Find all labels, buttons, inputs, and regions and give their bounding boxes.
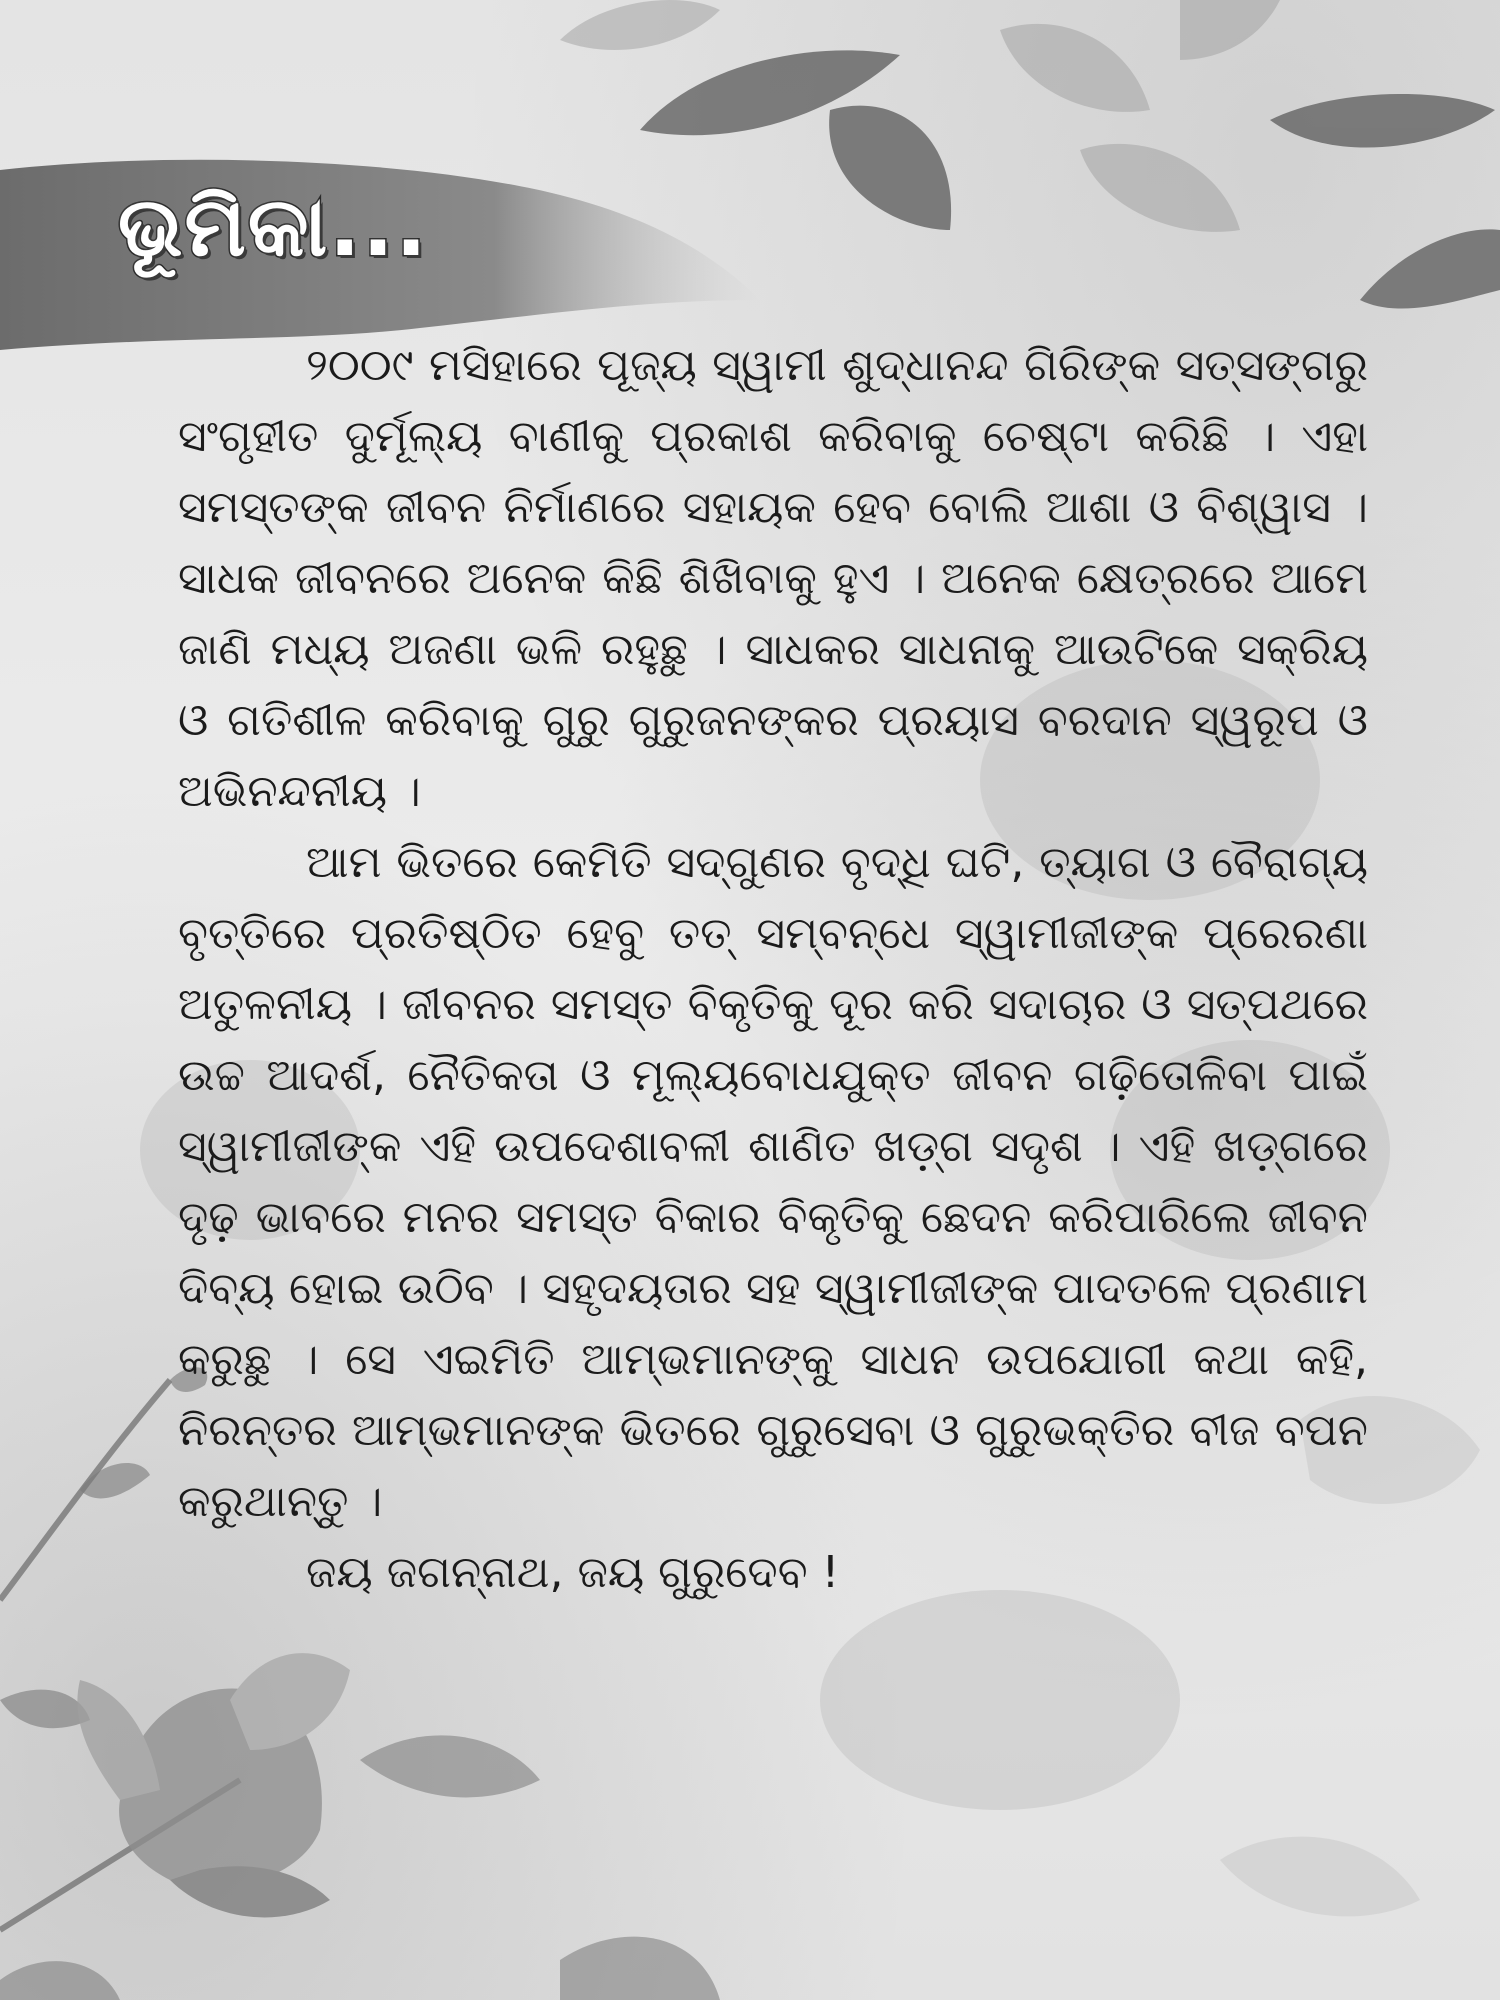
leaf-icon xyxy=(1000,24,1150,112)
paragraph-intro: ୨୦୦୯ ମସିହାରେ ପୂଜ୍ୟ ସ୍ୱାମୀ ଶୁଦ୍ଧାନନ୍ଦ ଗିରିଙ୍କ ସତ୍‌ସଙ୍ଗରୁ ସଂଗୃହୀତ ଦୁର୍ମୂଲ୍ୟ ବାଣୀକୁ ପ୍ରକାଶ କରିବାକୁ ଚେଷ୍ଟା କରିଛି । ଏହା ସମସ୍ତଙ୍କ ଜୀବନ ନିର୍ମାଣରେ ସହାୟକ ହେବ ବୋଲି ଆଶା ଓ ବିଶ୍ୱାସ । ସାଧକ ଜୀବନରେ ଅନେକ କିଛି ଶିଖିବାକୁ ହୁଏ । ଅନେକ କ୍ଷେତ୍ରରେ ଆମେ ଜାଣି ମଧ୍ୟ ଅଜଣା ଭଳି ରହୁଛୁ । ସାଧକର ସାଧନାକୁ ଆଉଟିକେ ସକ୍ରିୟ ଓ ଗତିଶୀଳ କରିବାକୁ ଗୁରୁ ଗୁରୁଜନଙ୍କର ପ୍ରୟାସ ବରଦାନ ସ୍ୱରୂପ ଓ ଅଭିନନ୍ଦନୀୟ । xyxy=(178,340,1368,817)
leaf-icon xyxy=(1270,94,1495,148)
body-text xyxy=(178,330,1368,1608)
leaf-icon xyxy=(80,1463,150,1498)
leaf-icon xyxy=(1180,0,1280,60)
closing-salutation: ଜୟ ଜଗନ୍ନାଥ, ଜୟ ଗୁରୁଦେବ ! xyxy=(306,1547,840,1598)
leaf-icon xyxy=(829,106,951,230)
leaf-icon xyxy=(1360,229,1500,308)
leaf-icon xyxy=(1080,144,1240,232)
leaf-icon xyxy=(560,0,720,50)
flower-icon xyxy=(820,1590,1180,1810)
leaf-icon xyxy=(0,1690,90,1729)
leaf-icon xyxy=(360,1735,540,1797)
leaf-icon xyxy=(560,1937,720,2000)
page-title: ଭୂମିକା... xyxy=(118,180,429,275)
leaf-icon xyxy=(0,1961,120,2000)
leaf-icon xyxy=(1220,1837,1420,1917)
paragraph-main: ଆମ ଭିତରେ କେମିତି ସଦ୍‌ଗୁଣର ବୃଦ୍ଧି ଘଟି, ତ୍ୟାଗ ଓ ବୈରାଗ୍ୟ ବୃତ୍ତିରେ ପ୍ରତିଷ୍ଠିତ ହେବୁ ତତ୍ ସମ୍ବନ୍ଧେ ସ୍ୱାମୀଜୀଙ୍କ ପ୍ରେରଣା ଅତୁଳନୀୟ । ଜୀବନର ସମସ୍ତ ବିକୃତିକୁ ଦୂର କରି ସଦାଚାର ଓ ସତ୍‌ପଥରେ ଉଚ୍ଚ ଆଦର୍ଶ, ନୈତିକତା ଓ ମୂଲ୍ୟବୋଧଯୁକ୍ତ ଜୀବନ ଗଢ଼ିତୋଳିବା ପାଇଁ ସ୍ୱାମୀଜୀଙ୍କ ଏହି ଉପଦେଶାବଳୀ ଶାଣିତ ଖଡ଼୍‌ଗ ସଦୃଶ । ଏହି ଖଡ଼୍‌ଗରେ ଦୃଢ଼ ଭାବରେ ମନର ସମସ୍ତ ବିକାର ବିକୃତିକୁ ଛେଦନ କରିପାରିଲେ ଜୀବନ ଦିବ୍ୟ ହୋଇ ଉଠିବ । ସହୃଦୟତାର ସହ ସ୍ୱାମୀଜୀଙ୍କ ପାଦତଳେ ପ୍ରଣାମ କରୁଛୁ । ସେ ଏଇମିତି ଆମ୍ଭମାନଙ୍କୁ ସାଧନ ଉପଯୋଗୀ କଥା କହି, ନିରନ୍ତର ଆମ୍ଭମାନଙ୍କ ଭିତରେ ଗୁରୁସେବା ଓ ଗୁରୁଭକ୍ତିର ବୀଜ ବପନ କରୁଥାନ୍ତୁ । xyxy=(178,837,1368,1527)
